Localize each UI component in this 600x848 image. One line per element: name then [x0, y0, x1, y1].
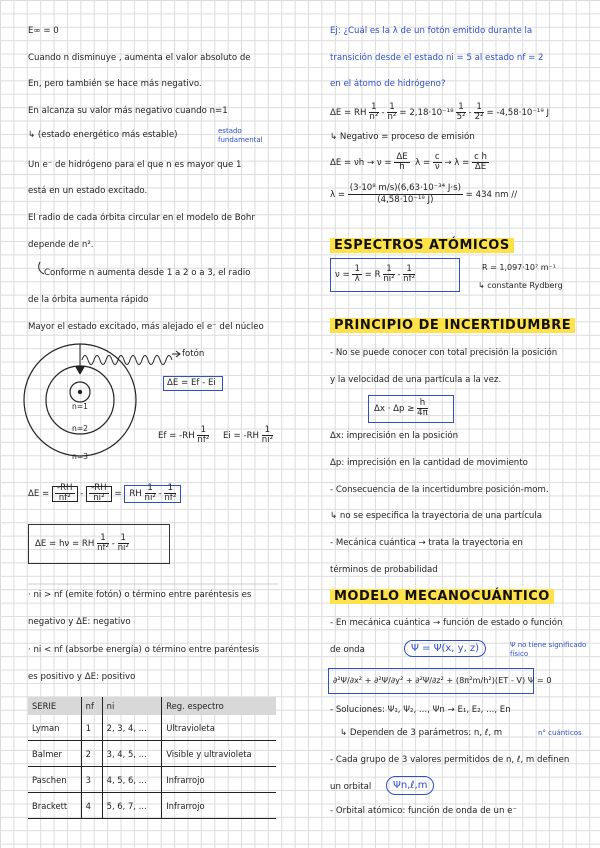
psi-note: Ψ no tiene significado físico [510, 641, 587, 658]
text-line: Cuando n disminuye , aumenta el valor absoluto de [28, 53, 251, 63]
rydberg-note: ↳ constante Rydberg [478, 281, 563, 290]
text-line: El radio de cada órbita circular en el modelo de Bohr [28, 213, 255, 223]
heisenberg-formula: Δx · Δp ≥ $\frac{h}{4\pi}$ [374, 398, 428, 418]
text-line: - Cada grupo de 3 valores permitidos de n, ℓ, m definen [330, 755, 570, 765]
text-line: Δx: imprecisión en la posición [330, 431, 459, 441]
text-line: ↳ (estado energético más estable) [28, 130, 178, 140]
ef-fraction: $\frac{1}{\text{nf²}}$ [197, 425, 210, 445]
wave-function: Ψ = Ψ(x, y, z) [404, 640, 486, 657]
example-question-2: transición desde el estado ni = 5 al estado nf = 2 [330, 53, 544, 63]
section-title-modelo: MODELO MECANOCUÁNTICO [330, 589, 554, 604]
text-line: En alcanza su valor más negativo cuando n=1 [28, 106, 228, 116]
table-row: Balmer 2 3, 4, 5, ... Visible y ultravioleta [28, 741, 276, 767]
text-line: términos de probabilidad [330, 565, 438, 575]
table-row: Paschen 3 4, 5, 6, ... Infrarrojo [28, 767, 276, 793]
emission-process-note: ↳ Negativo = proceso de emisión [330, 132, 475, 142]
quantum-numbers-note: n° cuánticos [538, 729, 582, 737]
e-infinity-line: E∞ = 0 [28, 26, 59, 36]
schrodinger-box [328, 668, 552, 694]
text-line: - En mecánica cuántica → función de estado o función [330, 618, 563, 628]
photon-wave [82, 356, 172, 365]
text-line: Un e⁻ de hidrógeno para el que n es mayor que 1 [28, 160, 242, 170]
ei-fraction: $\frac{1}{\text{ni²}}$ [261, 425, 274, 445]
ground-state-note: estado fundamental [218, 127, 263, 144]
delta-e-hv-box [28, 524, 170, 564]
col-nf: nf [81, 697, 102, 715]
col-serie: SERIE [28, 697, 81, 715]
text-line: En, pero también se hace más negativo. [28, 79, 202, 89]
col-ni: ni [102, 697, 162, 715]
text-line: ↳ no se especifica la trayectoria de una partícula [330, 511, 543, 521]
rydberg-formula: ν = $\frac{1}{\lambda}$ = R $\frac{1}{\text{ni²}}$ - $\frac{1}{\text{nf²}}$ [335, 264, 416, 284]
absorption-note-2: es positivo y ΔE: positivo [28, 672, 136, 682]
text-line: - Soluciones: Ψ₁, Ψ₂, ..., Ψn → E₁, E₂, ..., En [330, 705, 511, 715]
emission-note: · ni > nf (emite fotón) o término entre paréntesis es [28, 590, 252, 600]
photon-label: fotón [182, 349, 205, 359]
text-line: y la velocidad de una partícula a la vez. [330, 375, 502, 385]
emission-note-2: negativo y ΔE: negativo [28, 617, 131, 627]
text-line: Mayor el estado excitado, más alejado el e⁻ del núcleo [28, 322, 264, 332]
delta-e-hv-formula: ΔE = hν = RH $\frac{1}{\text{nf²}}$ - $\frac{1}{\text{ni²}}$ [35, 533, 129, 553]
text-line: de onda [330, 645, 365, 655]
n2-label: n=2 [72, 424, 89, 433]
delta-e-box [163, 376, 223, 391]
text-line: está en un estado excitado. [28, 186, 148, 196]
section-title-incertidumbre: PRINCIPIO DE INCERTIDUMBRE [330, 318, 575, 333]
delta-e-formula: ΔE = Ef - Ei [167, 378, 216, 388]
rydberg-value: R = 1,097·10⁷ m⁻¹ [482, 263, 556, 272]
orbital-function: Ψn,ℓ,m [386, 776, 434, 795]
rydberg-formula-box [330, 258, 460, 292]
absorption-note: · ni < nf (absorbe energía) o término entre paréntesis [28, 645, 260, 655]
text-line: - Consecuencia de la incertidumbre posición-mom. [330, 485, 549, 495]
table-row: Lyman 1 2, 3, 4, ... Ultravioleta [28, 715, 276, 741]
col-region: Reg. espectro [162, 697, 276, 715]
ef-eq: Ef = -RH $\frac{1}{\text{nf²}}$ Ei = -RH $\frac{1}{\text{ni²}}$ [158, 425, 274, 445]
hook-arrow [39, 262, 44, 274]
text-line: ↳ Dependen de 3 parámetros: n, ℓ, m [340, 728, 503, 738]
text-line: un orbital [330, 782, 372, 792]
text-line: Conforme n aumenta desde 1 a 2 o a 3, el radio [44, 268, 251, 278]
text-line: Δp: imprecisión en la cantidad de movimiento [330, 458, 528, 468]
n1-label: n=1 [72, 402, 89, 411]
schrodinger-equation: ∂²Ψ/∂x² + ∂²Ψ/∂y² + ∂²Ψ/∂z² + (8π²m/h²)(ET - V) Ψ = 0 [333, 675, 552, 685]
text-line: - Mecánica cuántica → trata la trayectoria en [330, 538, 523, 548]
delta-e-derivation: ΔE = $\frac{-RH}{\text{nf²}}$ - $\frac{-RH}{\text{ni²}}$ = RH $\frac{1}{\text{ni²}}$ - $\frac{1}{\text{nf²}}$ [28, 480, 181, 508]
text-line: - No se puede conocer con total precisión la posición [330, 348, 558, 358]
heisenberg-box [368, 395, 454, 423]
n3-label: n=3 [72, 452, 89, 461]
text-line: depende de n². [28, 240, 94, 250]
text-line: - Orbital atómico: función de onda de un e⁻ [330, 806, 518, 816]
table-header-row [28, 697, 276, 715]
table-row: Brackett 4 5, 6, 7, ... Infrarrojo [28, 793, 276, 819]
text-line: de la órbita aumenta rápido [28, 295, 149, 305]
spectral-series-table [28, 697, 276, 819]
nucleus [78, 390, 82, 394]
wavelength-chain: ΔE = νh → ν = $\frac{\Delta E}{h}$ λ = $\frac{c}{\nu}$ → λ = $\frac{\text{c h}}{\Delta E}$ [330, 152, 487, 172]
delta-e-calc: ΔE = RH $\frac{1}{\text{n²}}$ - $\frac{1}{\text{n²}}$ = 2,18·10⁻¹⁸ $\frac{1}{\text{5²}}$ - $\frac{1}{\text{2²}}$ = -4,58·10⁻¹⁹ J [330, 102, 550, 122]
example-question: Ej: ¿Cuál es la λ de un fotón emitido durante la [330, 26, 533, 36]
section-title-espectros: ESPECTROS ATÓMICOS [330, 238, 514, 253]
example-question-3: en el átomo de hidrógeno? [330, 79, 446, 89]
wavelength-result: λ = $\frac{\text{(3·10⁸ m/s)(6,63·10⁻³⁴ J·s)}}{\text{(4,58·10⁻¹⁹ J)}}$ = 434 nm // [330, 183, 518, 205]
